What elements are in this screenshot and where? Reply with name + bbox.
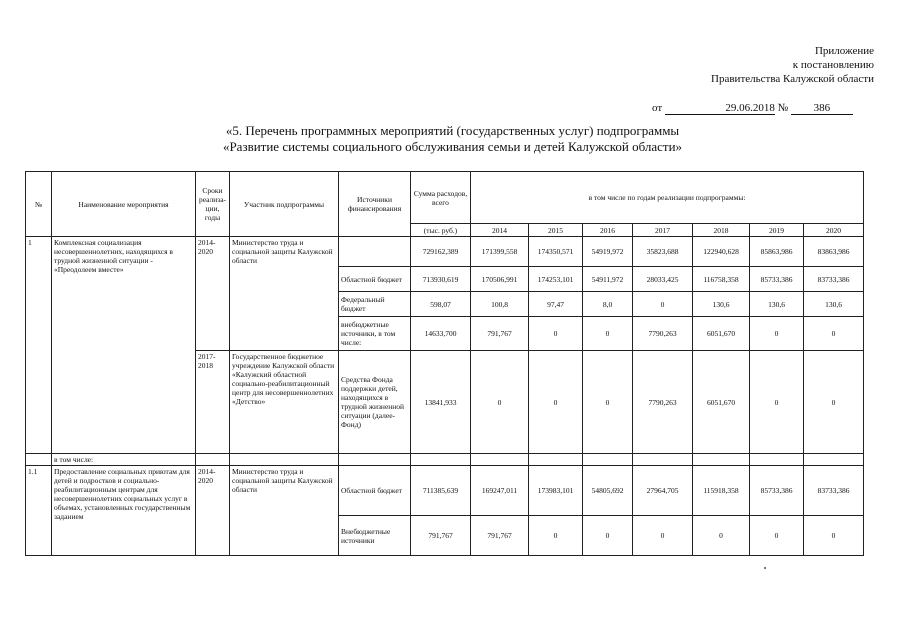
year-value: 6051,670 (693, 351, 750, 454)
year-value: 0 (633, 292, 693, 317)
funding-source: внебюджетные источники, в том числе: (339, 317, 411, 351)
sum-total: 729162,389 (411, 237, 471, 267)
year-value: 791,767 (471, 317, 529, 351)
year-value: 173983,101 (529, 466, 583, 516)
year-value: 0 (583, 317, 633, 351)
year-value: 8,0 (583, 292, 633, 317)
col-sum-header: Сумма расходов, всего (411, 172, 471, 224)
year-value: 0 (529, 317, 583, 351)
year-value: 115918,358 (693, 466, 750, 516)
year-value: 0 (693, 516, 750, 556)
year-value: 122940,628 (693, 237, 750, 267)
year-value: 0 (529, 351, 583, 454)
year-value: 54911,972 (583, 267, 633, 292)
year-value: 791,767 (471, 516, 529, 556)
header-row (26, 172, 864, 224)
measures-table (25, 171, 864, 556)
year-value: 85863,986 (750, 237, 804, 267)
funding-source: Федеральный бюджет (339, 292, 411, 317)
including-label: в том числе: (52, 454, 196, 466)
year-value: 54805,692 (583, 466, 633, 516)
title-line-1: «5. Перечень программных мероприятий (государственных услуг) подпрограммы (225, 123, 680, 138)
year-value: 0 (529, 516, 583, 556)
col-participant-header: Участник подпрограммы (230, 172, 339, 237)
year-value: 83733,386 (804, 466, 864, 516)
year-header: 2020 (804, 224, 864, 237)
funding-source: Внебюджетные источники (339, 516, 411, 556)
year-value: 0 (583, 516, 633, 556)
year-value: 0 (804, 516, 864, 556)
item-number: 1.1 (26, 466, 52, 556)
header-line-3: Правительства Калужской области (711, 73, 874, 85)
year-value: 6051,670 (693, 317, 750, 351)
sum-total: 713930,619 (411, 267, 471, 292)
year-value: 116758,358 (693, 267, 750, 292)
year-value: 35823,688 (633, 237, 693, 267)
year-header: 2014 (471, 224, 529, 237)
year-value: 0 (750, 516, 804, 556)
item-terms: 2014-2020 (196, 237, 230, 351)
funding-source: Средства Фонда поддержки детей, находящихся в трудной жизненной ситуации (далее-Фонд) (339, 351, 411, 454)
year-value: 0 (633, 516, 693, 556)
resolution-date-line (652, 102, 853, 115)
item-terms: 2014-2020 (196, 466, 230, 556)
sum-total: 14633,700 (411, 317, 471, 351)
unit-header: (тыс. руб.) (411, 224, 471, 237)
header-line-2: к постановлению (792, 59, 874, 71)
col-no-header: № (26, 172, 52, 237)
year-value: 130,6 (750, 292, 804, 317)
sum-total: 791,767 (411, 516, 471, 556)
item-participant: Министерство труда и социальной защиты Калужской области (230, 237, 339, 351)
year-value: 97,47 (529, 292, 583, 317)
appendix-header (711, 44, 874, 86)
year-value: 83863,986 (804, 237, 864, 267)
year-value: 85733,386 (750, 267, 804, 292)
including-row (26, 454, 864, 466)
year-value: 171399,558 (471, 237, 529, 267)
resolution-number: 386 (791, 102, 853, 115)
scan-speck (764, 567, 766, 569)
year-value: 130,6 (804, 292, 864, 317)
sum-total: 711385,639 (411, 466, 471, 516)
year-value: 7790,263 (633, 351, 693, 454)
year-value: 7790,263 (633, 317, 693, 351)
year-value: 27964,705 (633, 466, 693, 516)
sum-total: 598,07 (411, 292, 471, 317)
year-header: 2018 (693, 224, 750, 237)
year-value: 170506,991 (471, 267, 529, 292)
year-header: 2015 (529, 224, 583, 237)
item-name: Предоставление социальных приютам для детей и подростков и социально-реабилитационным центрам для несовершеннолетних социальных услуг в объемах, установленных государственным заданием (52, 466, 196, 556)
year-value: 0 (471, 351, 529, 454)
year-value: 0 (804, 351, 864, 454)
header-line-1: Приложение (814, 45, 874, 57)
item-terms: 2017-2018 (196, 351, 230, 454)
year-value: 130,6 (693, 292, 750, 317)
year-value: 83733,386 (804, 267, 864, 292)
col-sources-header: Источники финансирования (339, 172, 411, 237)
table-row (26, 237, 864, 267)
item-name: Комплексная социализация несовершеннолетних, находящихся в трудной жизненной ситуации - «Преодолеем вместе» (52, 237, 196, 454)
col-name-header: Наименование мероприятия (52, 172, 196, 237)
item-number: 1 (26, 237, 52, 454)
year-value: 174253,101 (529, 267, 583, 292)
year-value: 85733,386 (750, 466, 804, 516)
col-years-header: в том числе по годам реализации подпрограммы: (471, 172, 864, 224)
year-value: 0 (750, 351, 804, 454)
funding-source: Областной бюджет (339, 267, 411, 292)
year-value: 28033,425 (633, 267, 693, 292)
document-title (0, 123, 905, 155)
year-header: 2019 (750, 224, 804, 237)
year-value: 169247,011 (471, 466, 529, 516)
year-value: 174350,571 (529, 237, 583, 267)
year-header: 2017 (633, 224, 693, 237)
year-value: 0 (583, 351, 633, 454)
date-prefix: от (652, 102, 663, 114)
year-value: 0 (750, 317, 804, 351)
funding-source (339, 237, 411, 267)
item-participant: Государственное бюджетное учреждение Калужской области «Калужский областной социально-реабилитационный центр для несовершеннолетних «Детство» (230, 351, 339, 454)
number-prefix: № (777, 102, 789, 114)
funding-source: Областной бюджет (339, 466, 411, 516)
year-value: 0 (804, 317, 864, 351)
year-header: 2016 (583, 224, 633, 237)
resolution-date: 29.06.2018 (665, 102, 775, 115)
table-row (26, 466, 864, 516)
sum-total: 13841,933 (411, 351, 471, 454)
year-value: 54919,972 (583, 237, 633, 267)
item-participant: Министерство труда и социальной защиты Калужской области (230, 466, 339, 556)
title-line-2: «Развитие системы социального обслуживания семьи и детей Калужской области» (222, 139, 683, 154)
year-value: 100,8 (471, 292, 529, 317)
col-terms-header: Сроки реализа-ции, годы (196, 172, 230, 237)
